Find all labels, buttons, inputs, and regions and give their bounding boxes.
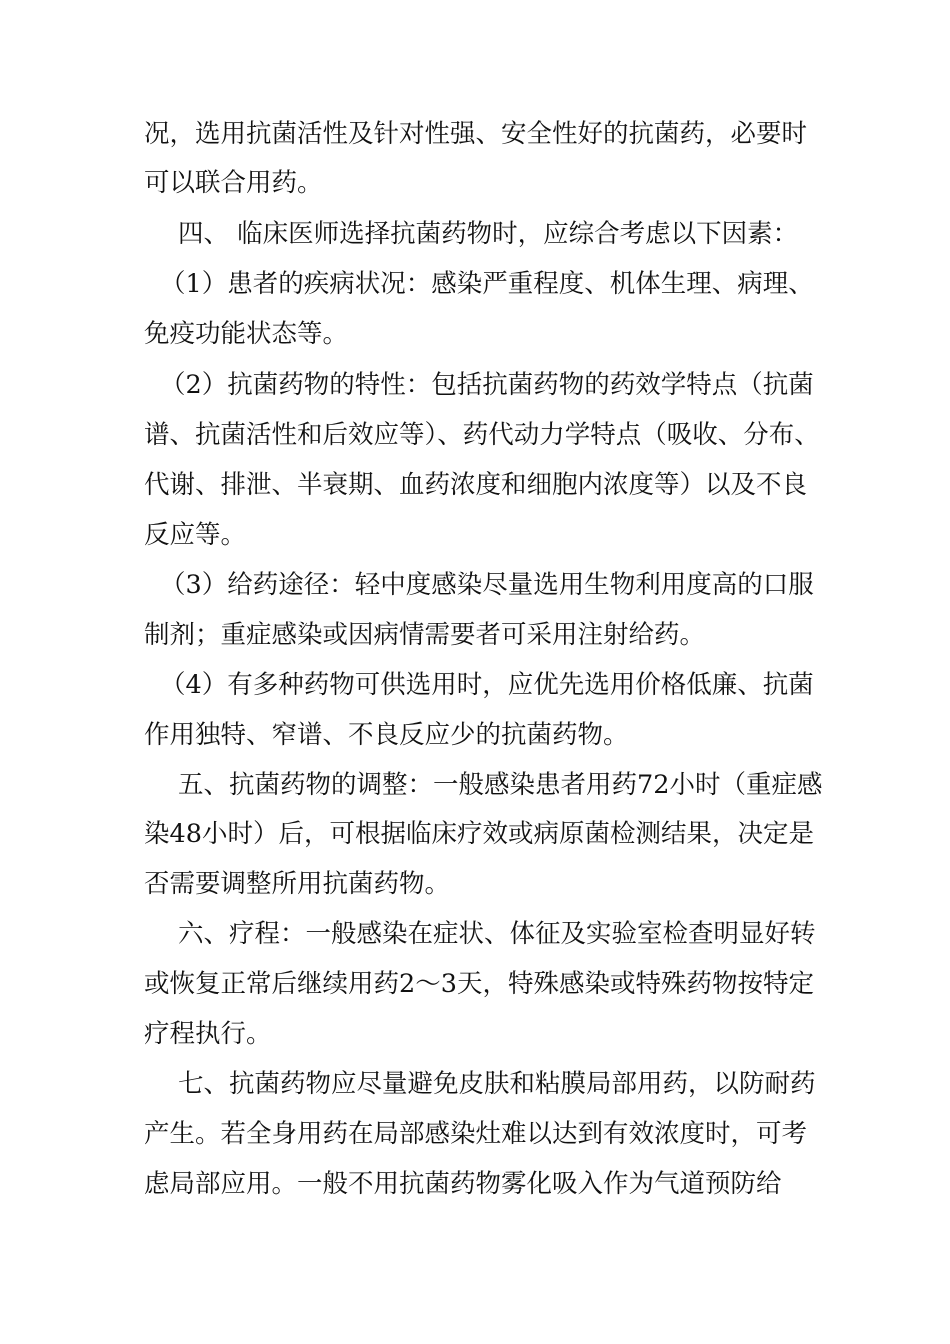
text-line: 疗程执行。 [144,1019,272,1049]
text-line: 反应等。 [144,520,247,550]
text-line: 可以联合用药。 [144,168,323,198]
list-item-2: （2）抗菌药物的特性：包括抗菌药物的药效学特点（抗菌 [160,370,814,400]
list-item-1: （1）患者的疾病状况：感染严重程度、机体生理、病理、 [160,269,814,299]
text-line: 产生。若全身用药在局部感染灶难以达到有效浓度时，可考 [144,1119,808,1149]
section-heading-7: 七、抗菌药物应尽量避免皮肤和粘膜局部用药，以防耐药 [178,1069,816,1099]
text-line: 制剂；重症感染或因病情需要者可采用注射给药。 [144,620,706,650]
text-line: 作用独特、窄谱、不良反应少的抗菌药物。 [144,720,629,750]
list-item-4: （4）有多种药物可供选用时，应优先选用价格低廉、抗菌 [160,670,814,700]
section-heading-5: 五、抗菌药物的调整：一般感染患者用药72小时（重症感 [178,770,823,800]
text-line: 染48小时）后，可根据临床疗效或病原菌检测结果，决定是 [144,819,814,849]
text-line: 谱、抗菌活性和后效应等）、药代动力学特点（吸收、分布、 [144,420,820,450]
text-line: 或恢复正常后继续用药2～3天，特殊感染或特殊药物按特定 [144,969,814,999]
text-line: 免疫功能状态等。 [144,319,349,349]
text-line: 况，选用抗菌活性及针对性强、安全性好的抗菌药，必要时 [144,119,808,149]
section-heading-4: 四、 临床医师选择抗菌药物时，应综合考虑以下因素： [178,219,799,249]
section-heading-6: 六、疗程：一般感染在症状、体征及实验室检查明显好转 [178,919,816,949]
text-line: 代谢、排泄、半衰期、血药浓度和细胞内浓度等）以及不良 [144,470,808,500]
text-line: 虑局部应用。一般不用抗菌药物雾化吸入作为气道预防给 [144,1169,782,1199]
list-item-3: （3）给药途径：轻中度感染尽量选用生物利用度高的口服 [160,570,814,600]
text-line: 否需要调整所用抗菌药物。 [144,869,451,899]
